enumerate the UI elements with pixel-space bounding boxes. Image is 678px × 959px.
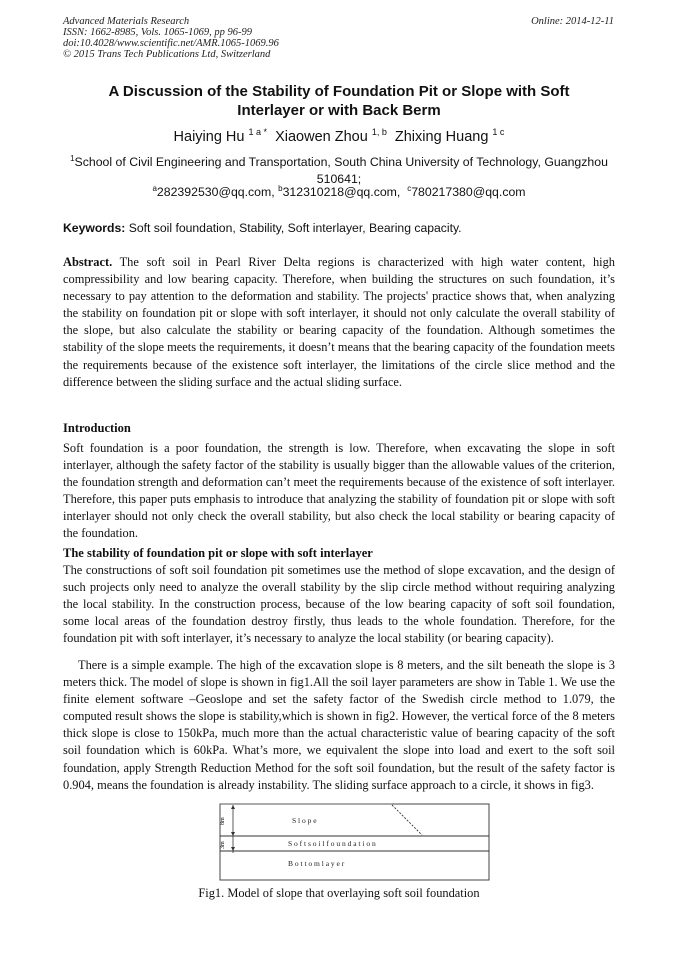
copyright: © 2015 Trans Tech Publications Ltd, Switzerland bbox=[63, 49, 271, 60]
title-line-1: A Discussion of the Stability of Foundation Pit or Slope with Soft bbox=[108, 83, 570, 100]
email-link[interactable]: 312310218@qq.com, bbox=[282, 185, 401, 200]
abstract-label: Abstract. bbox=[63, 255, 113, 269]
dimension-arrow-low bbox=[231, 847, 235, 851]
affiliation-text: School of Civil Engineering and Transportation, South China University of Technology, Guangzhou 510641; bbox=[74, 155, 608, 187]
author-marker: 1, b bbox=[371, 127, 387, 137]
author-marker: 1 a * bbox=[248, 127, 268, 137]
issn: ISSN: 1662-8985, Vols. 1065-1069, pp 96-99 bbox=[63, 27, 252, 38]
keywords bbox=[63, 221, 615, 235]
email-marker: b bbox=[278, 184, 283, 193]
abstract-text: The soft soil in Pearl River Delta regions is characterized with high water content, high compressibility and low bearing capacity. Therefore, when building the structures on such foundation, it’s necessary to pay attention to the deformation and stability. The projects' practice shows that, when analyzing the stability on foundation pit or slope with soft interlayer, it should not only calculate the overall stability of the slope, but also calculate the stability or bearing capacity of the foundation. Although sometimes the stability of the slope meets the requirements, it doesn’t means that the bearing capacity of the foundation meets the requirements because of the existence soft interlayer, the limitations of the circle slice method and the difference between the sliding surface and the actual sliding surface. bbox=[63, 255, 616, 389]
email-list bbox=[60, 184, 618, 199]
introduction-heading: Introduction bbox=[63, 421, 131, 435]
journal-metadata bbox=[63, 16, 279, 60]
title-line-2: Interlayer or with Back Berm bbox=[237, 102, 441, 119]
soft-layer-label: S o f t s o i l f o u n d a t i o n bbox=[288, 839, 376, 848]
email-link[interactable]: 780217380@qq.com bbox=[411, 185, 526, 200]
email-marker: a bbox=[152, 184, 157, 193]
author-name: Zhixing Huang bbox=[394, 128, 489, 145]
dimension-label-8m: 8m bbox=[220, 817, 226, 825]
section-heading: The stability of foundation pit or slope with soft interlayer bbox=[63, 546, 373, 560]
introduction-text: Soft foundation is a poor foundation, the strength is low. Therefore, when excavating the slope in soft interlayer, although the safety factor of the stability is usually bigger than the allowable values of the criterion, the foundation strength and deformation can’t meet the requirements because of the existence of soft interlayer. Therefore, this paper puts emphasis to introduce that analyzing the stability of foundation pit or slope with soft interlayer should not only check the overall stability, but also check the local stability or bearing capacity of the foundation. bbox=[63, 441, 615, 541]
affiliation bbox=[62, 150, 616, 188]
author-marker: 1 c bbox=[492, 127, 505, 137]
section-paragraph-2: There is a simple example. The high of the excavation slope is 8 meters, and the silt beneath the slope is 3 meters thick. The model of slope is shown in fig1.All the soil layer parameters are show in Table 1. We use the finite element software –Geoslope and set the safety factor of the Swedish circle method to 1.079, the computed result shows the slope is stability,which is shown in fig2. However, the vertical force of the 8 meters thick slope is close to 150kPa, much more than the actual characteristic value of bearing capacity of the soft soil foundation which is 60kPa. What’s more, we equivalent the slope into load and exert to the soft soil foundation, apply Strength Reduction Method for the soft soil foundation, but the result of the safety factor is 0.904, means the foundation is already instability. The sliding surface approach to a circle, it shows in fig3. bbox=[63, 658, 615, 792]
slope-layer-label: S l o p e bbox=[292, 816, 317, 825]
keywords-text: Soft soil foundation, Stability, Soft interlayer, Bearing capacity. bbox=[128, 221, 462, 235]
keywords-label: Keywords: bbox=[63, 221, 126, 235]
section-paragraph-1: The constructions of soft soil foundation pit sometimes use the method of slope excavation, and the design of such projects only need to analyze the overall stability by the slip circle method without requiring analyzing the local stability. In the construction process, because of the low bearing capacity of soft soil foundation, some local areas of the foundation destroy firstly, thus leads to the whole foundation. Therefore, for the foundation pit with soft interlayer, it’s necessary to analyze the local stability (or bearing capacity). bbox=[63, 563, 615, 646]
author-name: Xiaowen Zhou bbox=[275, 128, 368, 145]
online-date: Online: 2014-12-11 bbox=[531, 16, 614, 27]
dimension-label-3m: 3m bbox=[220, 841, 226, 849]
email-marker: c bbox=[407, 184, 412, 193]
doi: doi:10.4028/www.scientific.net/AMR.1065-1069.96 bbox=[63, 38, 279, 49]
author-list bbox=[60, 127, 618, 145]
dimension-arrow-top bbox=[231, 805, 235, 809]
abstract bbox=[63, 254, 615, 391]
journal-name: Advanced Materials Research bbox=[63, 16, 190, 27]
author-name: Haiying Hu bbox=[173, 128, 245, 145]
email-link[interactable]: 282392530@qq.com, bbox=[156, 185, 275, 200]
affiliation-marker: 1 bbox=[70, 154, 75, 163]
slope-face-line bbox=[392, 805, 422, 835]
figure-caption: Fig1. Model of slope that overlaying soft soil foundation bbox=[198, 886, 480, 900]
bottom-layer-label: B o t t o m l a y e r bbox=[288, 859, 345, 868]
paper-title bbox=[60, 82, 618, 120]
slope-model-figure bbox=[200, 803, 490, 883]
dimension-arrow-mid bbox=[231, 832, 235, 836]
